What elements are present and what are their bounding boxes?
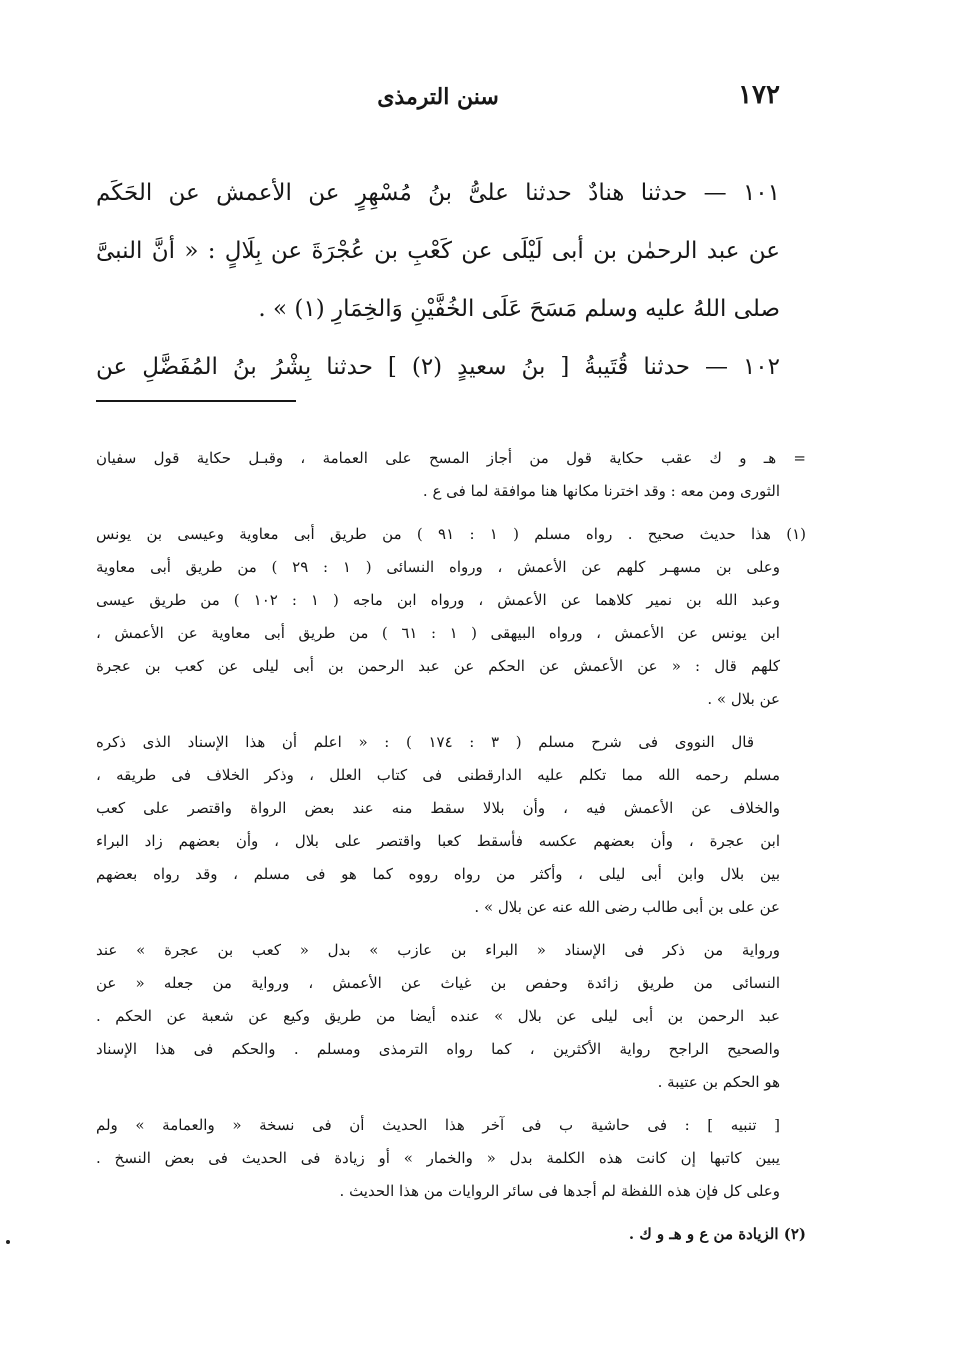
footnote-2 <box>96 1218 806 1251</box>
footnote-line: مسلم رحمه الله مما تكلم عليه الدارقطنى فى كتاب العلل ، وذكر الخلاف فى طريقه ، <box>96 766 780 784</box>
hadith-line: ١٠٢ — حدثنا قُتَيبةُ [ بنُ سعيدٍ (٢) ] حدثنا بِشْرُ بنُ المُفَضَّلِ عن <box>96 354 780 380</box>
footnote-line: وعلى كل فإن هذه اللفظة لم أجدها فى سائر الروايات من هذا الحديث . <box>339 1182 780 1200</box>
footnote-line: هو الحكم بن عتيبة . <box>657 1073 780 1091</box>
footnote-line: عبد الرحمن بن أبى ليلى عن بلال » عنده أيضا من طريق وكيع عن شعبة عن الحكم . <box>96 1007 780 1025</box>
hadith-line: عن عبد الرحمٰن بن أبى لَيْلَى عن كَعْبِ بن عُجْرَةَ عن بِلَالٍ : « أنَّ النبىَّ <box>96 238 780 264</box>
footnote-riwaya <box>96 934 806 1099</box>
footnote-line: (١) هذا حديث صحيح . رواه مسلم ( ١ : ٩١ ) من طريق أبى معاوية وعيسى بن يونس <box>96 525 806 543</box>
footnote-line: قال النووى فى شرح مسلم ( ٣ : ١٧٤ ) : « اعلم أن هذا الإسناد الذى ذكره <box>96 733 755 751</box>
footnotes <box>96 442 806 1261</box>
book-page <box>96 70 806 1243</box>
footnote-line: يبين كاتبها إن كانت هذه الكلمة بدل « والخمار » أو زيادة فى الحديث فى بعض النسخ . <box>96 1149 780 1167</box>
hadith-line: صلى اللهُ عليه وسلم مَسَحَ عَلَى الخُفَّيْنِ وَالخِمَارِ (١) » . <box>258 296 780 322</box>
page-number: ١٧٢ <box>738 80 780 110</box>
footnote-line: (٢) الزيادة من ع و هـ و ك . <box>628 1225 806 1243</box>
footnote-separator <box>96 400 296 402</box>
footnote-line: بين بلال وابن أبى ليلى ، وأكثر من رواه رووه كما هو فى مسلم ، وقد رواه بعضهم <box>96 865 780 883</box>
footnote-line: = هـ و ك عقب حكاية قول من أجاز المسح على العمامة ، وقبـل حكاية قول سفيان <box>96 449 806 467</box>
footnote-line: كلهم قال : « عن الأعمش عن الحكم عن عبد الرحمن بن أبى ليلى عن كعب بن عجرة <box>96 657 780 675</box>
hadith-text <box>96 164 780 396</box>
footnote-nawawi <box>96 726 806 924</box>
footnote-1 <box>96 518 806 716</box>
running-title: سنن الترمذى <box>377 84 499 110</box>
footnote-line: الثورى ومن معه : وقد اخترنا مكانها هنا موافقة لما فى ع . <box>422 482 780 500</box>
page-header <box>96 70 780 120</box>
footnote-tanbih <box>96 1109 806 1208</box>
footnote-line: النسائى من طريق زائدة وحفص بن غياث عن الأعمش ، ورواية من جعله « عن <box>96 974 780 992</box>
footnote-line: عن على بن أبى طالب رضى الله عنه عن بلال » . <box>474 898 780 916</box>
hadith-line: ١٠١ — حدثنا هنادٌ حدثنا علىُّ بنُ مُسْهِرٍ عن الأعمش عن الحَكَم <box>96 180 780 206</box>
footnote-line: ابن يونس عن الأعمش ، ورواه البيهقى ( ١ : ٦١ ) من طريق أبى معاوية عن الأعمش ، <box>96 624 780 642</box>
footnote-line: عن بلال » . <box>707 690 780 708</box>
footnote-line: ابن عجرة ، وأن بعضهم عكسه فأسقط كعبا واقتصر على بلال ، وأن بعضهم زاد البراء <box>96 832 780 850</box>
footnote-line: والخلاف عن الأعمش فيه ، وأن بلالا سقط منه عند بعض الرواة واقتصر على كعب <box>96 799 780 817</box>
footnote-line: ورواية من ذكر فى الإسناد « البراء بن عازب » بدل « كعب بن عجرة » عند <box>96 941 780 959</box>
footnote-continuation <box>96 442 806 508</box>
footnote-line: وعلى بن مسهـر كلهم عن الأعمش ، ورواه النسائى ( ١ : ٢٩ ) من طريق أبى معاوية <box>96 558 780 576</box>
footnote-line: [ تنبيه ] : فى حاشية ب فى آخر هذا الحديث أن فى نسخة « والعمامة » ولم <box>96 1116 780 1134</box>
footnote-line: والصحيح الراجح رواية الأكثرين ، كما رواه الترمذى ومسلم . والحكم فى هذا الإسناد <box>96 1040 780 1058</box>
footnote-line: وعبد الله بن نمير كلاهما عن الأعمش ، ورواه ابن ماجه ( ١ : ١٠٢ ) من طريق عيسى <box>96 591 781 609</box>
scan-speck <box>6 1240 10 1244</box>
